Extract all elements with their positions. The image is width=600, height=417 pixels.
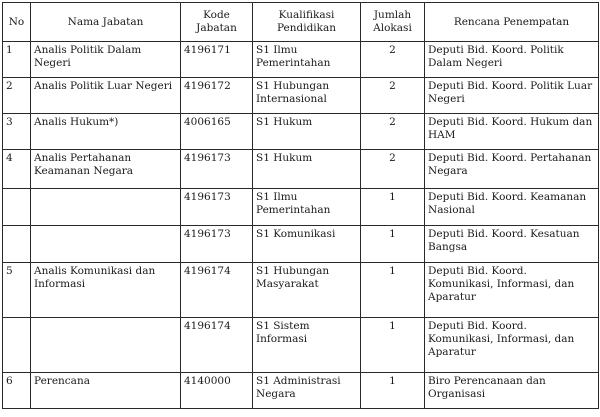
allocation-table [2, 2, 599, 409]
cell-kualifikasi: S1 Ilmu Pemerintahan [253, 189, 361, 226]
cell-nama-jabatan: Analis Komunikasi dan Informasi [31, 263, 181, 318]
cell-kode-jabatan: 4196174 [181, 318, 253, 373]
cell-kualifikasi: S1 Administrasi Negara [253, 373, 361, 409]
cell-penempatan: Deputi Bid. Koord. Kesatuan Bangsa [425, 226, 599, 263]
cell-alokasi: 1 [361, 189, 425, 226]
table-row [3, 226, 599, 263]
table-row [3, 263, 599, 318]
cell-alokasi: 1 [361, 318, 425, 373]
cell-kode-jabatan: 4140000 [181, 373, 253, 409]
cell-alokasi: 1 [361, 226, 425, 263]
cell-no [3, 318, 31, 373]
cell-kode-jabatan: 4006165 [181, 114, 253, 150]
cell-kualifikasi: S1 Hubungan Internasional [253, 78, 361, 114]
cell-kode-jabatan: 4196173 [181, 150, 253, 189]
cell-alokasi: 1 [361, 373, 425, 409]
cell-penempatan: Deputi Bid. Koord. Komunikasi, Informasi, dan Aparatur [425, 263, 599, 318]
cell-kode-jabatan: 4196174 [181, 263, 253, 318]
cell-kualifikasi: S1 Sistem Informasi [253, 318, 361, 373]
cell-alokasi: 1 [361, 263, 425, 318]
cell-kode-jabatan: 4196173 [181, 226, 253, 263]
header-no: No [3, 3, 31, 42]
table-row [3, 42, 599, 78]
cell-kode-jabatan: 4196173 [181, 189, 253, 226]
cell-alokasi: 2 [361, 78, 425, 114]
header-jumlah-alokasi: Jumlah Alokasi [361, 3, 425, 42]
header-kualifikasi-pendidikan: Kualifikasi Pendidikan [253, 3, 361, 42]
table-row [3, 373, 599, 409]
cell-no [3, 189, 31, 226]
cell-no: 5 [3, 263, 31, 318]
header-row [3, 3, 599, 42]
cell-kualifikasi: S1 Ilmu Pemerintahan [253, 42, 361, 78]
cell-kode-jabatan: 4196171 [181, 42, 253, 78]
cell-kualifikasi: S1 Hukum [253, 150, 361, 189]
cell-penempatan: Deputi Bid. Koord. Hukum dan HAM [425, 114, 599, 150]
cell-penempatan: Biro Perencanaan dan Organisasi [425, 373, 599, 409]
cell-kualifikasi: S1 Hukum [253, 114, 361, 150]
header-kode-jabatan: Kode Jabatan [181, 3, 253, 42]
cell-no: 2 [3, 78, 31, 114]
cell-kode-jabatan: 4196172 [181, 78, 253, 114]
table-row [3, 318, 599, 373]
header-rencana-penempatan: Rencana Penempatan [425, 3, 599, 42]
cell-nama-jabatan [31, 226, 181, 263]
table-row [3, 114, 599, 150]
cell-nama-jabatan: Analis Hukum*) [31, 114, 181, 150]
cell-no: 6 [3, 373, 31, 409]
cell-kualifikasi: S1 Komunikasi [253, 226, 361, 263]
cell-penempatan: Deputi Bid. Koord. Pertahanan Negara [425, 150, 599, 189]
cell-alokasi: 2 [361, 114, 425, 150]
cell-nama-jabatan: Analis Politik Luar Negeri [31, 78, 181, 114]
cell-alokasi: 2 [361, 42, 425, 78]
cell-nama-jabatan: Analis Pertahanan Keamanan Negara [31, 150, 181, 189]
cell-no: 3 [3, 114, 31, 150]
cell-kualifikasi: S1 Hubungan Masyarakat [253, 263, 361, 318]
table-row [3, 189, 599, 226]
cell-penempatan: Deputi Bid. Koord. Politik Luar Negeri [425, 78, 599, 114]
cell-penempatan: Deputi Bid. Koord. Politik Dalam Negeri [425, 42, 599, 78]
table-row [3, 150, 599, 189]
cell-penempatan: Deputi Bid. Koord. Komunikasi, Informasi, dan Aparatur [425, 318, 599, 373]
cell-no: 1 [3, 42, 31, 78]
cell-nama-jabatan: Perencana [31, 373, 181, 409]
cell-no [3, 226, 31, 263]
cell-nama-jabatan [31, 318, 181, 373]
cell-nama-jabatan [31, 189, 181, 226]
cell-nama-jabatan: Analis Politik Dalam Negeri [31, 42, 181, 78]
header-nama-jabatan: Nama Jabatan [31, 3, 181, 42]
table-row [3, 78, 599, 114]
cell-penempatan: Deputi Bid. Koord. Keamanan Nasional [425, 189, 599, 226]
cell-no: 4 [3, 150, 31, 189]
cell-alokasi: 2 [361, 150, 425, 189]
